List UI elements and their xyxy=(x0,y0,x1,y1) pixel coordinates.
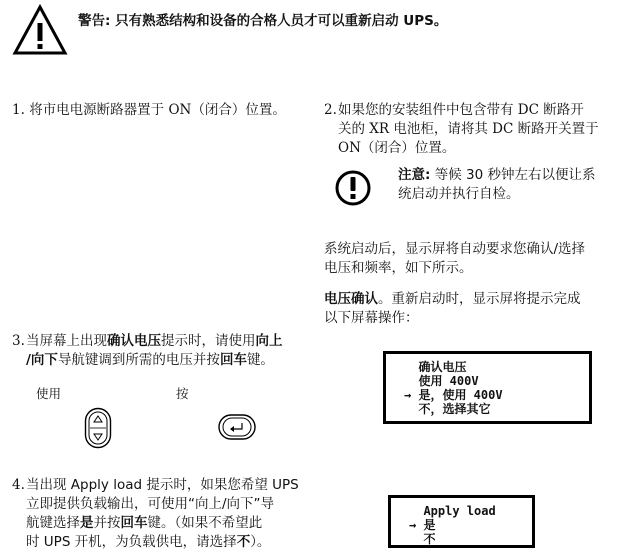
step-3-bold-down: /向下 xyxy=(26,352,58,368)
step-3-bold-confirm-voltage: 确认电压 xyxy=(107,333,161,349)
step-2-line: ON（闭合）位置。 xyxy=(338,140,456,156)
step-4-text-part: ）。 xyxy=(250,534,271,550)
step-2-number: 2. xyxy=(324,102,337,118)
step-2-text xyxy=(338,101,599,158)
confirm-voltage-line-1: 。重新启动时，显示屏将提示完成 xyxy=(378,291,581,307)
lcd-row: 不，选择其它 xyxy=(404,402,491,416)
lcd-display-apply-load xyxy=(388,495,535,548)
step-4-line-1: 当出现 Apply load 提示时，如果您希望 UPS xyxy=(26,477,299,493)
lcd-row: 不 xyxy=(409,532,436,546)
after-start-line-1: 系统启动后，显示屏将自动要求您确认/选择 xyxy=(324,241,586,257)
step-1-text: 将市电电源断路器置于 ON（闭合）位置。 xyxy=(29,102,286,118)
step-3-text-part: 提示时，请使用 xyxy=(161,333,256,349)
step-1-number: 1. xyxy=(12,102,25,118)
step-3-bold-up: 向上 xyxy=(255,333,283,349)
lcd-row: → 是，使用 400V xyxy=(404,388,503,402)
press-label: 按 xyxy=(176,386,189,401)
step-2-line: 关的 XR 电池柜，请将其 DC 断路开关置于 xyxy=(338,121,599,137)
step-4-text-part: 键。（如果不希望此 xyxy=(147,515,263,531)
note-label: 注意: xyxy=(398,167,431,183)
step-4-bold-no: 不 xyxy=(236,534,251,550)
use-label: 使用 xyxy=(36,386,62,401)
exclamation-circle-icon xyxy=(334,169,372,207)
after-start-line-2: 电压和频率，如下所示。 xyxy=(324,260,473,276)
enter-key-icon xyxy=(218,414,256,440)
warning-title: 警告: 只有熟悉结构和设备的合格人员才可以重新启动 UPS。 xyxy=(78,13,448,29)
step-3-text-part: 当屏幕上出现 xyxy=(26,333,107,349)
confirm-voltage-label: 电压确认 xyxy=(324,291,378,307)
step-4-text-part: 时 UPS 开机，为负载供电，请选择 xyxy=(26,534,237,550)
lcd-display-confirm-voltage xyxy=(383,351,592,424)
step-3-text-part: 键。 xyxy=(246,352,274,368)
lcd-row: 确认电压 xyxy=(404,360,467,374)
step-3-number: 3. xyxy=(12,333,25,349)
step-4-text xyxy=(26,476,299,552)
up-down-navigation-key-icon xyxy=(84,407,112,449)
step-1 xyxy=(12,101,286,120)
step-4-text-part: 航键选择 xyxy=(26,515,80,531)
step-3-bold-enter: 回车 xyxy=(219,352,247,368)
note-line-2: 统启动并执行自检。 xyxy=(398,186,520,202)
confirm-voltage-line-2: 以下屏幕操作： xyxy=(324,310,419,326)
lcd-row: 使用 400V xyxy=(404,374,479,388)
after-start-text xyxy=(324,240,585,278)
step-3-text xyxy=(26,332,283,370)
lcd-row: Apply load xyxy=(409,504,496,518)
step-4-bold-yes: 是 xyxy=(80,515,94,531)
warning-triangle-icon xyxy=(12,4,68,56)
step-4-line-2: 立即提供负载输出，可使用“向上/向下”导 xyxy=(26,496,275,512)
step-4-bold-enter: 回车 xyxy=(120,515,148,531)
step-2-line: 如果您的安装组件中包含带有 DC 断路开 xyxy=(338,102,584,118)
step-3-text-part: 导航键调到所需的电压并按 xyxy=(57,352,220,368)
step-4-text-part: 并按 xyxy=(93,515,121,531)
lcd-row: → 是 xyxy=(409,518,436,532)
note-line-1: 等候 30 秒钟左右以便让系 xyxy=(434,167,596,183)
step-4-number: 4. xyxy=(12,477,25,493)
note-text xyxy=(398,166,595,204)
confirm-voltage-text xyxy=(324,290,581,328)
